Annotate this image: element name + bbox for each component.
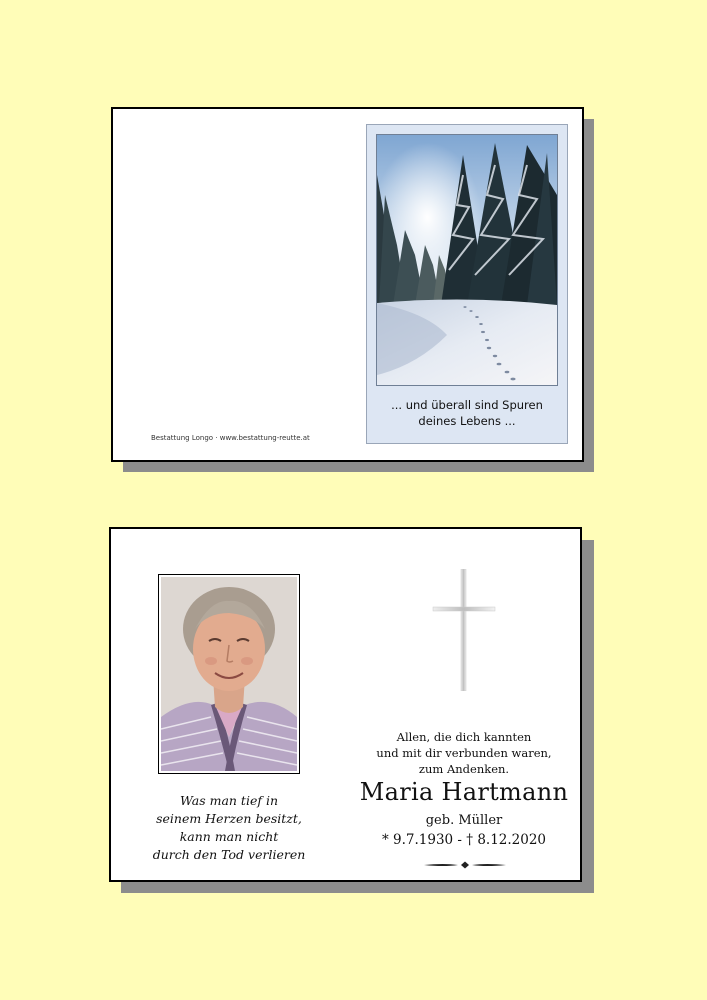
life-dates: * 9.7.1930 - † 8.12.2020 xyxy=(381,832,547,848)
verse-line: Was man tief in xyxy=(180,793,278,808)
cover-verse-line: deines Lebens ... xyxy=(418,414,516,428)
cover-verse xyxy=(367,397,567,429)
inside-card xyxy=(109,527,582,882)
verse-line: kann man nicht xyxy=(179,829,279,844)
verse-line: seinem Herzen besitzt, xyxy=(156,811,302,826)
portrait-photo xyxy=(158,574,300,774)
cross-icon xyxy=(431,569,497,691)
snowy-forest-image xyxy=(377,135,557,385)
dedication-line: Allen, die dich kannten xyxy=(396,730,532,744)
ornament-divider xyxy=(424,854,506,862)
verse-line: durch den Tod verlieren xyxy=(152,847,306,862)
portrait-image xyxy=(161,577,297,771)
memorial-verse xyxy=(149,792,309,864)
front-card xyxy=(111,107,584,462)
deceased-name: Maria Hartmann xyxy=(359,778,569,806)
cover-photo xyxy=(376,134,558,386)
maiden-name: geb. Müller xyxy=(425,813,503,828)
dedication-line: zum Andenken. xyxy=(418,762,510,776)
cover-verse-line: ... und überall sind Spuren xyxy=(391,398,543,412)
dedication-line: und mit dir verbunden waren, xyxy=(376,746,552,760)
dedication xyxy=(349,729,579,777)
funeral-home-credit: Bestattung Longo · www.bestattung-reutte.at xyxy=(151,434,310,442)
cover-panel xyxy=(366,124,568,444)
